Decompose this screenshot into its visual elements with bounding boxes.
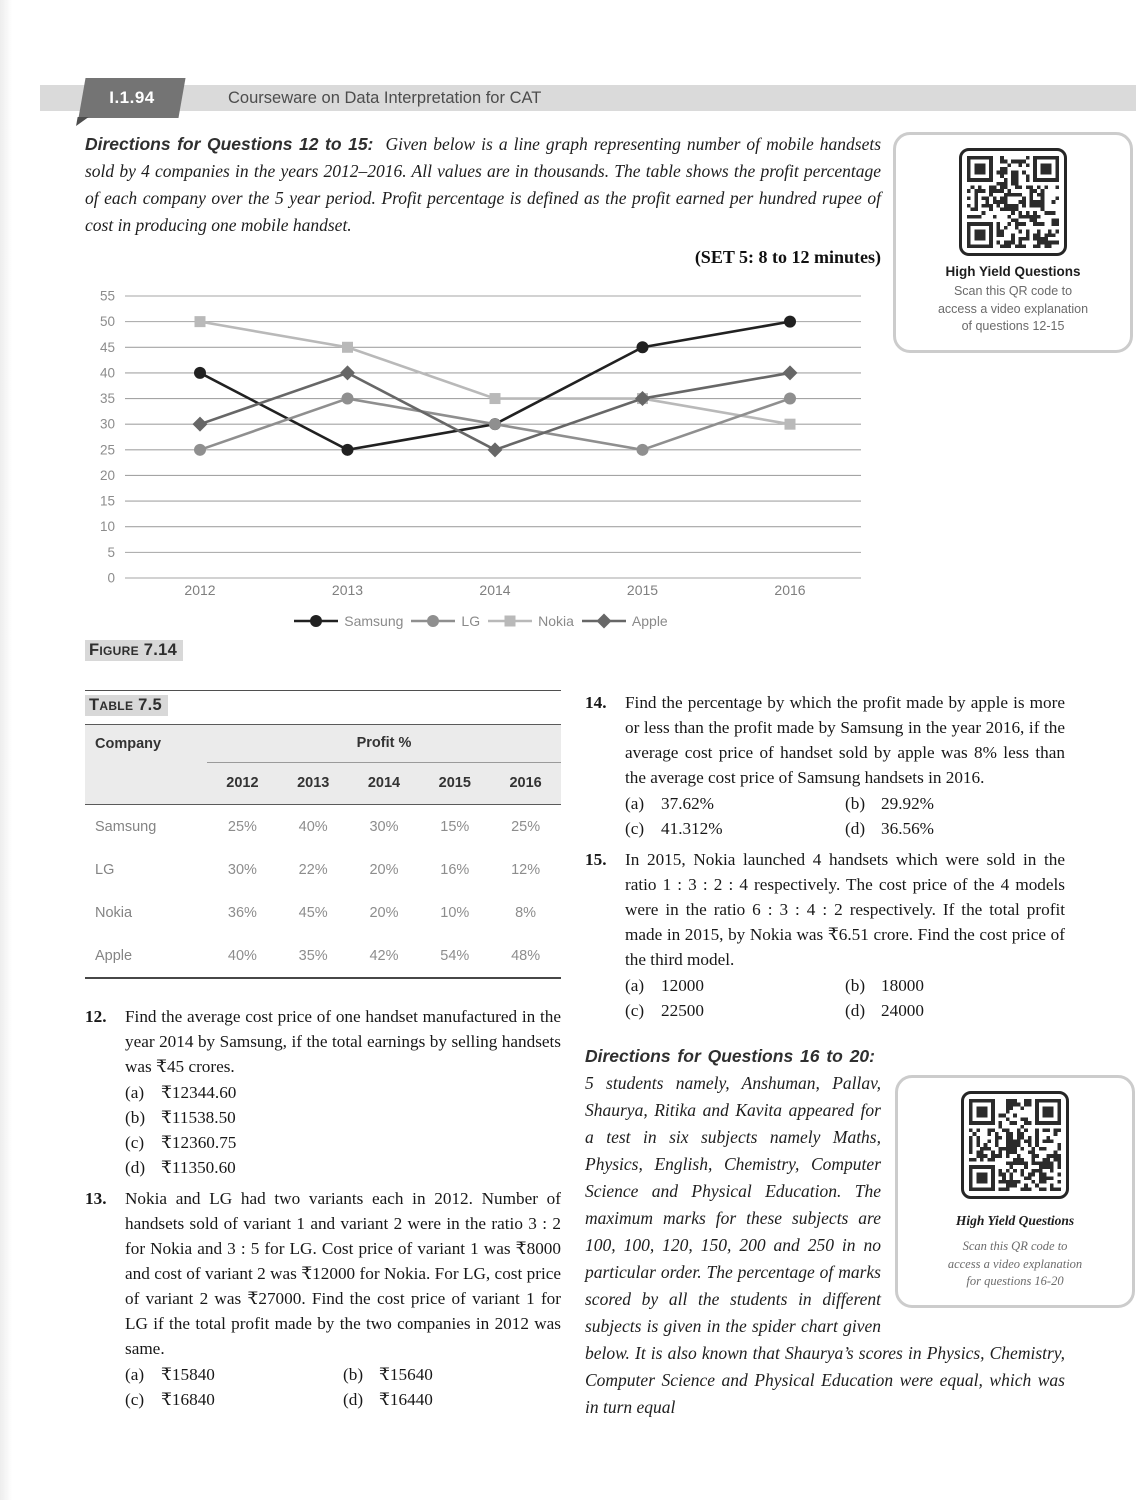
value-cell: 25% [511, 818, 541, 835]
x-tick-label: 2012 [184, 582, 216, 598]
value-cell: 25% [227, 818, 257, 835]
option-letter: (a) [125, 1365, 145, 1384]
left-column [85, 690, 561, 1412]
diamond-marker-icon [582, 613, 626, 629]
qr-title: High Yield Questions [955, 1213, 1075, 1228]
option-letter: (d) [845, 1001, 866, 1020]
question-12-options [125, 1080, 561, 1180]
figure-caption: Figure 7.14 [85, 640, 183, 661]
qr-caption-line: access a video explanation [937, 301, 1089, 316]
option-text: ₹12360.75 [161, 1133, 237, 1152]
question-number: 15. [585, 850, 607, 869]
option-letter: (b) [845, 976, 866, 995]
profit-table-head [85, 725, 561, 805]
company-cell: Apple [95, 947, 133, 964]
option-text: 37.62% [661, 794, 714, 813]
table-label: Table 7.5 [85, 695, 168, 716]
x-tick-label: 2015 [626, 582, 659, 598]
question-15 [585, 847, 1065, 1023]
option-text: ₹15840 [161, 1365, 215, 1384]
option-b [343, 1362, 561, 1387]
question-number: 14. [585, 693, 607, 712]
option-c [625, 816, 845, 841]
company-cell: Nokia [95, 904, 133, 921]
x-tick-label: 2014 [479, 582, 511, 598]
option-text: ₹11538.50 [161, 1108, 236, 1127]
value-cell: 16% [440, 861, 470, 878]
qr-frame [961, 1091, 1069, 1199]
company-column-header: Company [95, 736, 162, 752]
question-number: 13. [85, 1189, 107, 1208]
option-letter: (d) [845, 819, 866, 838]
qr-caption-line: Scan this QR code to [953, 284, 1073, 298]
legend-label: Apple [631, 613, 668, 629]
option-c [125, 1387, 343, 1412]
value-cell: 20% [369, 861, 399, 878]
directions-16-20-text: 5 students namely, Anshuman, Pallav, Shaurya, Ritika and Kavita appeared for a test in six subjects namely Maths, Physics, English, Chemistry, Computer Science and Physical Education. The maximum marks for these subjects are 100, 100, 120, 150, 200 and 250 in no particular order. The percentage of marks scored by all the students in different subjects is given in the spider chart given below. It is also known that Shaurya’s scores in Physics, Chemistry, Computer Science and Physical Education were equal, which was in turn equal [585, 1073, 1065, 1417]
option-a [125, 1362, 343, 1387]
x-tick-label: 2013 [331, 582, 364, 598]
y-tick-label: 55 [99, 288, 115, 304]
value-cell: 35% [298, 947, 328, 964]
option-a [625, 791, 845, 816]
option-text: 41.312% [661, 819, 723, 838]
qr-caption-line: of questions 12-15 [961, 319, 1065, 333]
option-letter: (c) [125, 1133, 145, 1152]
y-tick-label: 40 [99, 365, 115, 381]
option-letter: (c) [625, 819, 645, 838]
line-chart [85, 286, 877, 600]
value-cell: 54% [440, 947, 470, 964]
question-number: 12. [85, 1007, 107, 1026]
directions-12-15-paragraph [85, 131, 881, 239]
option-letter: (a) [125, 1083, 145, 1102]
option-text: 12000 [661, 976, 704, 995]
option-text: 29.92% [881, 794, 934, 813]
question-14-options [625, 791, 1065, 841]
option-letter: (b) [845, 794, 866, 813]
header-band [40, 85, 1136, 111]
value-cell: 12% [511, 861, 541, 878]
legend-item-nokia [488, 613, 574, 629]
option-letter: (c) [625, 1001, 645, 1020]
set-timing-note: (SET 5: 8 to 12 minutes) [694, 247, 881, 267]
y-tick-label: 0 [107, 570, 115, 586]
y-tick-label: 5 [107, 544, 115, 560]
qr-caption [906, 1238, 1124, 1291]
year-header: 2016 [509, 775, 542, 791]
directions-12-15-text: Given below is a line graph representing number of mobile handsets sold by 4 companies in the years 2012–2016. All values are in thousands. The table shows the profit percentage of each company over the 5 year period. Profit percentage is defined as the profit earned per hundred rupee of cost in producing one mobile handset. [85, 134, 882, 235]
question-13 [85, 1186, 561, 1412]
legend-label: Samsung [344, 613, 404, 629]
option-c [125, 1130, 561, 1155]
y-tick-label: 50 [99, 314, 115, 330]
y-tick-label: 30 [99, 416, 115, 432]
directions-12-15 [85, 131, 881, 268]
value-cell: 45% [298, 904, 328, 921]
option-a [625, 973, 845, 998]
qr-caption [904, 283, 1122, 336]
page-number: I.1.94 [109, 88, 155, 107]
qr-card-questions-16-20 [895, 1075, 1135, 1308]
directions-12-15-label: Directions for Questions 12 to 15: [85, 134, 374, 154]
table-row [85, 848, 561, 891]
value-cell: 36% [227, 904, 257, 921]
option-a [125, 1080, 561, 1105]
circle-marker-icon [411, 613, 455, 629]
option-text: 18000 [881, 976, 924, 995]
handsets-line-chart-block [85, 286, 877, 629]
qr-frame [959, 148, 1067, 256]
option-letter: (d) [343, 1390, 364, 1409]
year-header: 2013 [297, 775, 330, 791]
option-text: 22500 [661, 1001, 704, 1020]
qr-caption-line: Scan this QR code to [962, 1239, 1068, 1253]
legend-label: LG [461, 613, 481, 629]
value-cell: 48% [511, 947, 541, 964]
legend-item-samsung [294, 613, 403, 629]
question-text: In 2015, Nokia launched 4 handsets which were sold in the ratio 1 : 3 : 2 : 4 respectively. The cost price of the 4 models were in the ratio 6 : 3 : 4 : 2 respectively. If the total profit made in 2015, by Nokia was ₹6.51 crore. Find the cost price of the third model. [625, 850, 1065, 969]
y-tick-label: 25 [99, 442, 115, 458]
option-letter: (b) [343, 1365, 364, 1384]
option-text: ₹16440 [379, 1390, 433, 1409]
table-row [85, 805, 561, 849]
series-apple [193, 365, 798, 457]
option-letter: (a) [625, 794, 645, 813]
value-cell: 10% [440, 904, 470, 921]
question-12 [85, 1004, 561, 1180]
option-letter: (b) [125, 1108, 146, 1127]
qr-code-icon [969, 1099, 1061, 1191]
table-row [85, 934, 561, 978]
option-letter: (c) [125, 1390, 145, 1409]
page-number-badge [78, 78, 185, 118]
y-tick-label: 45 [99, 339, 115, 355]
option-b [125, 1105, 561, 1130]
profit-table [85, 724, 561, 979]
question-text: Find the percentage by which the profit made by apple is more or less than the profit made by Samsung in the year 2016, if the average cost price of handset sold by apple was 8% less than the average cost price of Samsung handsets in 2016. [625, 693, 1065, 787]
value-cell: 20% [369, 904, 399, 921]
legend-item-apple [582, 613, 668, 629]
value-cell: 40% [298, 818, 328, 835]
square-marker-icon [488, 613, 532, 629]
chart-legend [85, 613, 877, 629]
y-tick-label: 10 [99, 519, 115, 535]
value-cell: 15% [440, 818, 470, 835]
option-text: ₹11350.60 [161, 1158, 236, 1177]
circle-marker-icon [294, 613, 338, 629]
option-letter: (d) [125, 1158, 146, 1177]
question-text: Find the average cost price of one handset manufactured in the year 2014 by Samsung, if the total earnings by selling handsets was ₹45 crores. [125, 1007, 561, 1076]
option-text: ₹12344.60 [161, 1083, 237, 1102]
option-text: ₹16840 [161, 1390, 215, 1409]
table-row [85, 891, 561, 934]
value-cell: 30% [227, 861, 257, 878]
x-tick-label: 2016 [774, 582, 806, 598]
profit-column-header: Profit % [207, 725, 561, 763]
qr-title: High Yield Questions [945, 264, 1081, 279]
year-header: 2012 [226, 775, 259, 791]
directions-16-20 [585, 1043, 1083, 1421]
year-header: 2015 [438, 775, 471, 791]
value-cell: 42% [369, 947, 399, 964]
question-14 [585, 690, 1065, 841]
option-d [343, 1387, 561, 1412]
option-text: 36.56% [881, 819, 934, 838]
value-cell: 40% [227, 947, 257, 964]
company-cell: Samsung [95, 818, 157, 835]
value-cell: 8% [515, 904, 537, 921]
question-13-options [125, 1362, 561, 1412]
option-b [845, 791, 1065, 816]
table-label-block [85, 690, 561, 715]
option-c [625, 998, 845, 1023]
value-cell: 22% [298, 861, 328, 878]
question-15-options [625, 973, 1065, 1023]
option-d [125, 1155, 561, 1180]
question-text: Nokia and LG had two variants each in 2012. Number of handsets sold of variant 1 and variant 2 were in the ratio 3 : 2 for Nokia and 3 : 5 for LG. Cost price of variant 1 was ₹8000 and cost of variant 2 was ₹12000 for Nokia. For LG, cost price of variant 2 was ₹27000. Find the cost price of variant 1 for LG if the total profit made by the two companies in 2012 was same. [125, 1189, 561, 1358]
y-tick-label: 20 [99, 467, 115, 483]
option-text: ₹15640 [379, 1365, 433, 1384]
book-title: Courseware on Data Interpretation for CAT [228, 89, 542, 107]
year-header: 2014 [367, 775, 401, 791]
option-d [845, 816, 1065, 841]
option-text: 24000 [881, 1001, 924, 1020]
y-tick-label: 35 [99, 391, 115, 407]
directions-16-20-label: Directions for Questions 16 to 20: [585, 1046, 875, 1066]
qr-caption-line: access a video explanation [947, 1256, 1083, 1271]
qr-code-icon [967, 156, 1059, 248]
value-cell: 30% [369, 818, 399, 835]
legend-item-lg [411, 613, 480, 629]
option-b [845, 973, 1065, 998]
option-d [845, 998, 1065, 1023]
right-column [585, 690, 1083, 1421]
option-letter: (a) [625, 976, 645, 995]
qr-caption-line: for questions 16-20 [966, 1274, 1064, 1288]
qr-card-questions-12-15 [893, 132, 1133, 353]
legend-label: Nokia [538, 613, 574, 629]
figure-caption-block [85, 641, 183, 660]
company-cell: LG [95, 861, 115, 878]
y-tick-label: 15 [99, 493, 115, 509]
